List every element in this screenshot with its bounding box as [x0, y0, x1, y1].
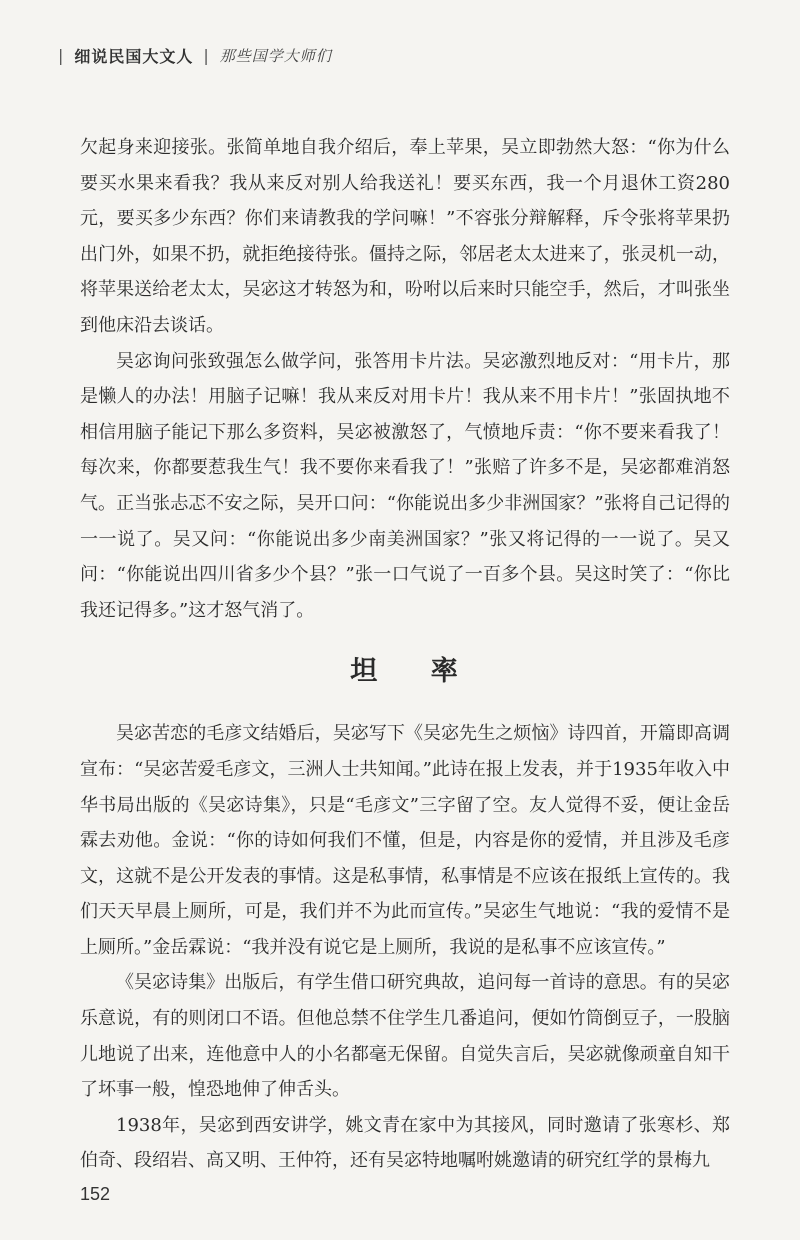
- paragraph: 1938年，吴宓到西安讲学，姚文青在家中为其接风，同时邀请了张寒杉、郑伯奇、段绍岩、高又明、王仲符，还有吴宓特地嘱咐姚邀请的研究红学的景梅九: [80, 1114, 730, 1172]
- running-header: [48, 44, 332, 67]
- paragraph: 欠起身来迎接张。张简单地自我介绍后，奉上苹果，吴立即勃然大怒：“你为什么要买水果来看我？我从来反对别人给我送礼！要买东西，我一个月退休工资280元，要买多少东西？你们来请教我的学问嘛！”不容张分辩解释，斥令张将苹果扔出门外，如果不扔，就拒绝接待张。僵持之际，邻居老太太进来了，张灵机一动，将苹果送给老太太，吴宓这才转怒为和，吩咐以后来时只能空手，然后，才叫张坐到他床沿去谈话。: [80, 137, 730, 336]
- paragraph: 吴宓苦恋的毛彦文结婚后，吴宓写下《吴宓先生之烦恼》诗四首，开篇即高调宣布：“吴宓苦爱毛彦文，三洲人士共知闻。”此诗在报上发表，并于1935年收入中华书局出版的《吴宓诗集》，只是“毛彦文”三字留了空。友人觉得不妥，便让金岳霖去劝他。金说：“你的诗如何我们不懂，但是，内容是你的爱情，并且涉及毛彦文，这就不是公开发表的事情。这是私事情，私事情是不应该在报纸上宣传的。我们天天早晨上厕所，可是，我们并不为此而宣传。”吴宓生气地说：“我的爱情不是上厕所。”金岳霖说：“我并没有说它是上厕所，我说的是私事不应该宣传。”: [80, 723, 730, 958]
- header-separator: |: [58, 46, 65, 65]
- series-title: 那些国学大师们: [219, 47, 332, 65]
- header-separator: |: [203, 46, 210, 65]
- page-body: [80, 130, 730, 1179]
- section-title: 坦 率: [350, 656, 480, 688]
- paragraph: 《吴宓诗集》出版后，有学生借口研究典故，追问每一首诗的意思。有的吴宓乐意说，有的则闭口不语。但他总禁不住学生几番追问，便如竹筒倒豆子，一股脑儿地说了出来，连他意中人的小名都毫无保留。自觉失言后，吴宓就像顽童自知干了坏事一般，惶恐地伸了伸舌头。: [80, 972, 730, 1101]
- paragraph: 吴宓询问张致强怎么做学问，张答用卡片法。吴宓激烈地反对：“用卡片，那是懒人的办法！用脑子记嘛！我从来反对用卡片！我从来不用卡片！”张固执地不相信用脑子能记下那么多资料，吴宓被激怒了，气愤地斥责：“你不要来看我了！每次来，你都要惹我生气！我不要你来看我了！”张赔了许多不是，吴宓都难消怒气。正当张忐忑不安之际，吴开口问：“你能说出多少非洲国家？”张将自己记得的一一说了。吴又问：“你能说出多少南美洲国家？”张又将记得的一一说了。吴又问：“你能说出四川省多少个县？”张一口气说了一百多个县。吴这时笑了：“你比我还记得多。”这才怒气消了。: [80, 350, 730, 621]
- book-title: 细说民国大文人: [74, 47, 194, 66]
- page-number: 152: [80, 1184, 111, 1204]
